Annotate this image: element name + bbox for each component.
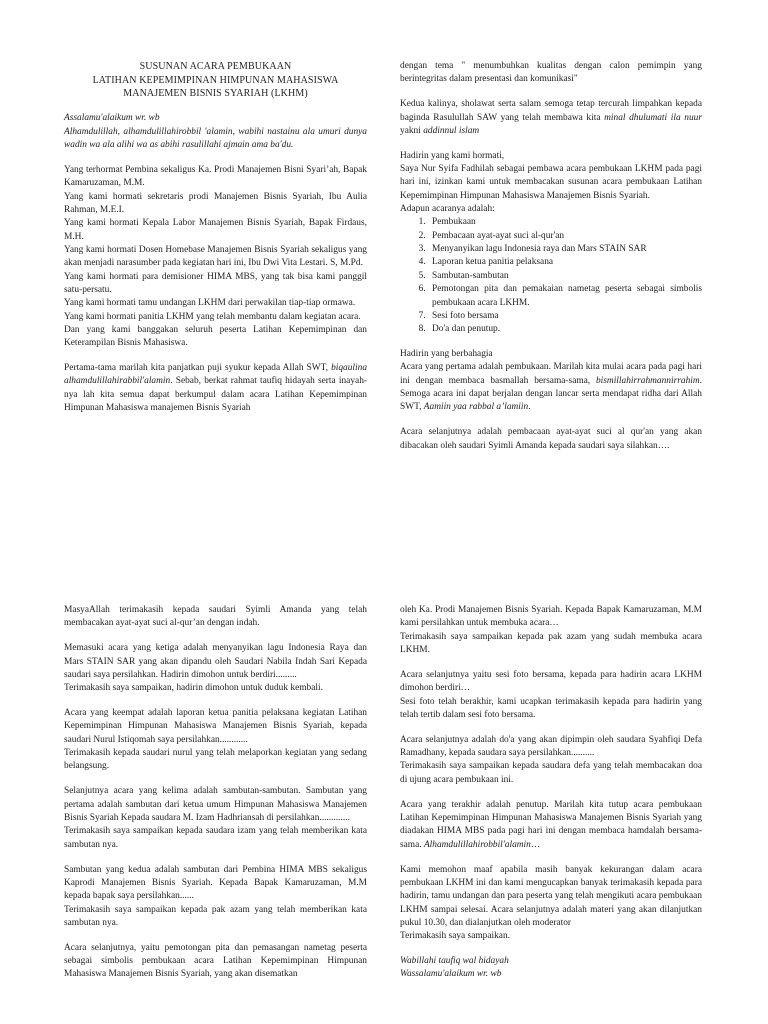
paragraph: MasyaAllah terimakasih kepada saudari Syimli Amanda yang telah membacakan ayat-ayat suci al-qur’an dengan indah. [64, 605, 367, 629]
doc-title-line-1: SUSUNAN ACARA PEMBUKAAN [139, 61, 292, 72]
paragraph: Memasuki acara yang ketiga adalah menyanyikan lagu Indonesia Raya dan Mars STAIN SAR yang akan dipandu oleh Saudari Nabila Indah Sari Kepada saudari saya persilahkan. Hadirin dimohon untuk berdiri......... [64, 643, 367, 680]
paragraph: Terimakasih saya sampaikan, hadirin dimohon untuk duduk kembali. [64, 683, 323, 694]
paragraph: oleh Ka. Prodi Manajemen Bisnis Syariah. Kepada Bapak Kamaruzaman, M.M kami persilahkan untuk membuka acara… [400, 605, 702, 629]
pembukaan-paragraph: Acara yang pertama adalah pembukaan. Marilah kita mulai acara pada pagi hari ini dengan membaca basmallah bersama-sama, bismillahirrahmannirrahim. Semoga acara ini dapat berjalan dengan lancar serta mendapat ridha dari Allah SWT, Aamiin yaa rabbal a’lamiin. [400, 362, 702, 413]
closing-line-1: Wabillahi taufiq wal hidayah [400, 956, 509, 967]
respect-line: Yang kami hormati Kepala Labor Manajemen Bisnis Syariah, Bapak Firdaus, M.H. [64, 218, 367, 242]
respect-line: Yang terhormat Pembina sekaligus Ka. Prodi Manajemen Bisni Syari’ah, Bapak Kamaruzaman, M.M. [64, 164, 367, 189]
agenda-item: 8. Do'a dan penutup. [428, 323, 702, 336]
salam-opening: Assalamu'alaikum wr. wb [64, 113, 160, 124]
document-page-2 [0, 512, 768, 1024]
agenda-item: 4. Laporan ketua panitia pelaksana [428, 256, 702, 269]
respect-line: Yang kami hormati Dosen Homebase Manajemen Bisnis Syariah sekaligus yang akan menjadi narasumber pada kegiatan hari ini, Ibu Dwi Vita Lestari. S, M.Pd. [64, 244, 367, 269]
agenda-item: 6. Pemotongan pita dan pemakaian nametag peserta sebagai simbolis pembukaan acara LKHM. [428, 283, 702, 310]
respect-line: Yang kami hormati sekretaris prodi Manajemen Bisnis Syariah, Ibu Aulia Rahman, M.E.I. [64, 191, 367, 215]
paragraph: Acara selanjutnya yaitu sesi foto bersama, kepada para hadirin acara LKHM dimohon berdiri… [400, 669, 702, 694]
paragraph: Acara yang keempat adalah laporan ketua panitia pelaksana kegiatan Latihan Kepemimpinan Himpunan Mahasiswa Manajemen Bisnis Syariah, kepada saudari Nurul Istiqomah saya persilahkan............ [64, 708, 367, 745]
paragraph: Terimakasih saya sampaikan kepada pak azam yang telah memberikan kata sambutan nya. [64, 904, 367, 928]
paragraph: Kami memohon maaf apabila masih banyak kekurangan dalam acara pembukaan LKHM ini dan kami mengucapkan banyak terimakasih kepada para hadirin, tamu undangan dan para peserta yang telah mengikuti acara pembukaan LKHM sampai selesai. Acara selanjutnya adalah materi yang akan dilanjutkan pukul 10.30, dan dialanjutkan oleh moderator [400, 864, 702, 928]
syukur-paragraph: Pertama-tama marilah kita panjatkan puji syukur kepada Allah SWT, biqaulina alhamdulillahirabbil'alamin. Sebab, berkat rahmat taufiq hidayah serta inayah-nya lah kita semua dapat berkumpul dalam acara Latihan Kepemimpinan Himpunan Mahasiswa manajemen Bisnis Syariah [64, 363, 368, 414]
doc-title-line-3: MANAJEMEN BISNIS SYARIAH (LKHM) [123, 88, 308, 100]
hadirin-greeting-2: Hadirin yang berbahagia [400, 349, 493, 360]
page1-right-column [400, 60, 702, 453]
paragraph: Terimakasih saya sampaikan kepada saudara izam yang telah memberikan kata sambutan nya. [64, 826, 367, 850]
paragraph: Terimakasih saya sampaikan kepada pak azam yang sudah membuka acara LKHM. [400, 631, 702, 656]
agenda-item: 5. Sambutan-sambutan [428, 270, 702, 283]
paragraph: Terimakasih kepada saudari nurul yang telah melaporkan kegiatan yang sedang belangsung. [64, 748, 367, 772]
pembawa-paragraph: Saya Nur Syifa Fadhilah sebagai pembawa acara pembukaan LKHM pada pagi hari ini, izinkan kami untuk membacakan susunan acara pembukaan Latihan Kepemimpinan Himpunan Mahasiswa Manajemen Bisnis Syariah. [400, 164, 702, 201]
hamdalah-opening: Alhamdulillah, alhamdulillahirobbil 'alamin, wabihi nastainu ala umuri dunya wadin wa ala alihi wa as abihi rasulillahi ajmain ama ba'du. [64, 126, 367, 150]
page2-right-column [400, 604, 702, 982]
paragraph: Selanjutnya acara yang kelima adalah sambutan-sambutan. Sambutan yang pertama adalah sambutan dari ketua umum Himpunan Mahasiswa Manajemen Bisnis Syariah Kepada saudara M. Izam Hadhriansah di persilahkan............. [64, 786, 367, 823]
paragraph: Sesi foto telah berakhir, kami ucapkan terimakasih kepada para hadirin yang telah tertib dalam sesi foto bersama. [400, 696, 702, 720]
agenda-item: 2. Pembacaan ayat-ayat suci al-qur'an [428, 230, 702, 243]
tema-paragraph: dengan tema " menumbuhkan kualitas dengan calon pemimpin yang berintegritas dalam presentasi dan komunikasi" [400, 61, 702, 85]
page1-left-column [64, 60, 367, 416]
closing-line-2: Wassalamu'alaikum wr. wb [400, 969, 502, 980]
paragraph: Acara selanjutnya adalah do'a yang akan dipimpin oleh saudara Syahfiqi Defa Ramadhany, kepada saudara saya persilahkan.......... [400, 734, 702, 759]
respect-line: Yang kami hormati panitia LKHM yang telah membantu dalam kegiatan acara. [64, 311, 361, 322]
agenda-item: 7. Sesi foto bersama [428, 310, 702, 323]
sholawat-paragraph: Kedua kalinya, sholawat serta salam semoga tetap tercurah limpahkan kepada baginda Rasulullah SAW yang telah membawa kita minal dhulumati ila nuur yakni addinnul islam [400, 99, 702, 136]
page2-left-column [64, 604, 367, 982]
agenda-item: 1. Pembukaan [428, 216, 702, 229]
respect-line: Dan yang kami banggakan seluruh peserta Latihan Kepemimpinan dan Keterampilan Bisnis Mahasiswa. [64, 324, 367, 349]
respect-line: Yang kami hormati para demisioner HIMA MBS, yang tak bisa kami panggil satu-persatu. [64, 271, 367, 295]
quran-paragraph: Acara selanjutnya adalah pembacaan ayat-ayat suci al qur'an yang akan dibacakan oleh saudari Syimli Amanda kepada saudari saya silahkan…. [400, 427, 702, 451]
doc-title-line-2: LATIHAN KEPEMIMPINAN HIMPUNAN MAHASISWA [92, 74, 339, 86]
paragraph: Sambutan yang kedua adalah sambutan dari Pembina HIMA MBS sekaligus Kaprodi Manajemen Bisnis Syariah. Kepada Bapak Kamaruzaman, M.M kepada bapak saya persilahkan...... [64, 864, 367, 902]
paragraph: Terimakasih saya sampaikan. [400, 931, 510, 942]
agenda-item: 3. Menyanyikan lagu Indonesia raya dan Mars STAIN SAR [428, 243, 702, 256]
paragraph: Terimakasih saya sampaikan kepada saudara defa yang telah membacakan doa di ujung acara pembukaan ini. [400, 761, 702, 785]
respect-line: Yang kami hormati tamu undangan LKHM dari perwakilan tiap-tiap ormawa. [64, 298, 356, 309]
hadirin-greeting: Hadirin yang kami hormati, [400, 150, 505, 161]
agenda-list [400, 216, 702, 336]
penutup-paragraph: Acara yang terakhir adalah penutup. Marilah kita tutup acara pembukaan Latihan Kepemimpinan Himpunan Mahasiswa Manajemen Bisnis Syariah yang diadakan HIMA MBS pada pagi hari ini dengan membaca hamdalah bersama-sama. Alhamdulillahirobbil'alamin… [400, 799, 702, 850]
agenda-intro: Adapun acaranya adalah: [400, 204, 495, 215]
paragraph: Acara selanjutnya, yaitu pemotongan pita dan pemasangan nametag peserta sebagai simbolis pembukaan acara Latihan Kepemimpinan Himpunan Mahasiswa Manajemen Bisnis Syariah, yang akan disematkan [64, 942, 367, 980]
